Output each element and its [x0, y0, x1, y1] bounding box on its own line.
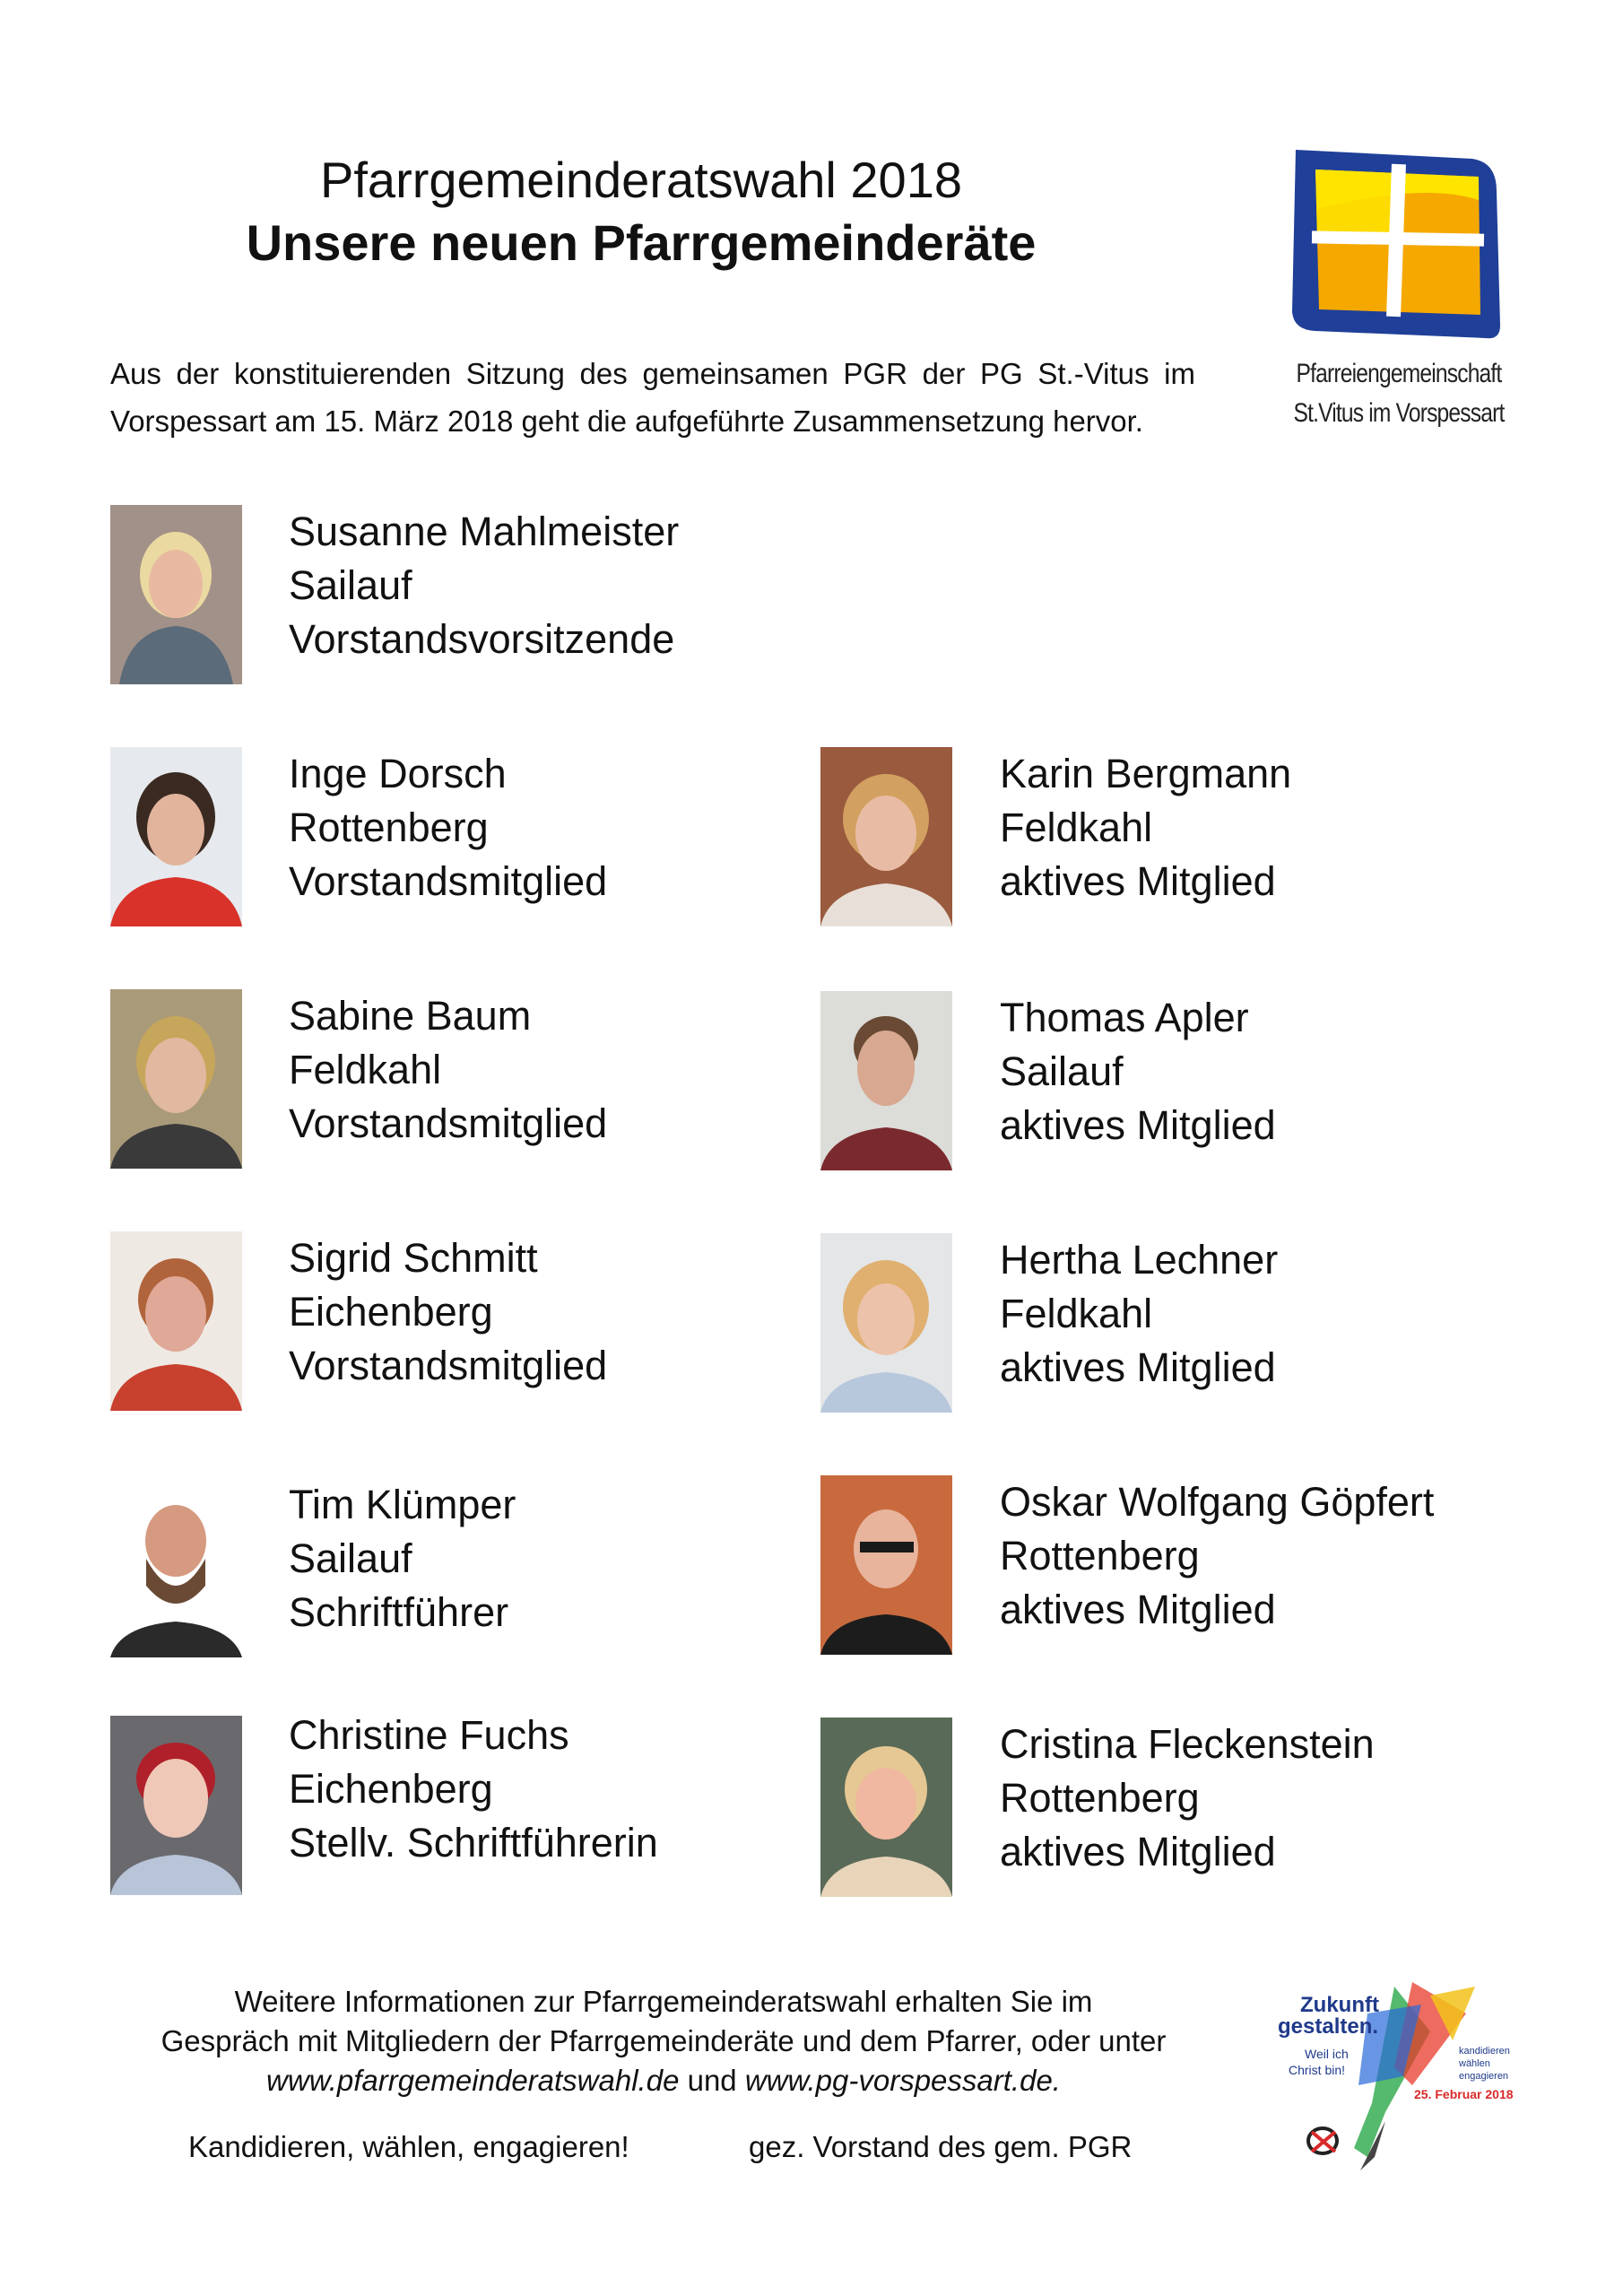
member-role: Stellv. Schriftführerin [289, 1820, 658, 1866]
member-role: Vorstandsmitglied [289, 1100, 608, 1146]
portrait-photo [820, 1718, 952, 1897]
portrait-photo [820, 1475, 952, 1655]
badge-word-2: wählen [1459, 2058, 1490, 2069]
member-right-2 [1000, 991, 1276, 1152]
badge-date: 25. Februar 2018 [1414, 2087, 1514, 2101]
footer-line-1: Weitere Informationen zur Pfarrgemeinderatswahl erhalten Sie im [234, 1985, 1093, 2018]
member-role: Vorstandsmitglied [289, 1343, 608, 1388]
member-right-3 [1000, 1233, 1278, 1395]
member-place: Feldkahl [289, 1047, 442, 1092]
member-left-1 [289, 747, 607, 909]
member-role: aktives Mitglied [1000, 1587, 1276, 1632]
member-name: Inge Dorsch [289, 751, 507, 796]
page-title: Pfarrgemeinderatswahl 2018 [320, 152, 962, 208]
portrait-icon [110, 1231, 242, 1411]
intro-text [110, 350, 1195, 445]
url-pg-vorspessart[interactable]: www.pg-vorspessart.de. [744, 2064, 1061, 2097]
member-place: Sailauf [289, 562, 412, 608]
badge-sub-2: Christ bin! [1289, 2063, 1346, 2077]
badge-word-3: engagieren [1459, 2071, 1509, 2082]
member-left-3 [289, 1231, 607, 1393]
member-name: Oskar Wolfgang Göpfert [1000, 1479, 1435, 1525]
portrait-icon [820, 1233, 952, 1413]
member-left-5 [289, 1709, 658, 1870]
portrait-icon [820, 747, 952, 926]
intro-line-2: Vorspessart am 15. März 2018 geht die aufgeführte Zusammensetzung hervor. [110, 404, 1143, 438]
member-place: Eichenberg [289, 1289, 493, 1335]
badge-title-1: Zukunft [1300, 1993, 1379, 2017]
member-place: Feldkahl [1000, 804, 1153, 850]
badge-sub-1: Weil ich [1305, 2047, 1349, 2061]
member-role: aktives Mitglied [1000, 1102, 1276, 1148]
member-name: Hertha Lechner [1000, 1237, 1279, 1283]
portrait-icon [820, 991, 952, 1170]
parish-logo [1289, 146, 1504, 345]
member-role: aktives Mitglied [1000, 1344, 1276, 1390]
signature: gez. Vorstand des gem. PGR [749, 2130, 1133, 2163]
portrait-photo [820, 991, 952, 1170]
member-name: Susanne Mahlmeister [289, 509, 680, 554]
campaign-badge [1260, 1978, 1529, 2175]
url-separator: und [687, 2064, 737, 2097]
member-name: Christine Fuchs [289, 1712, 569, 1758]
footer-urls [0, 2061, 1327, 2100]
member-role: aktives Mitglied [1000, 1829, 1276, 1874]
member-right-4 [1000, 1475, 1434, 1637]
portrait-icon [110, 989, 242, 1169]
member-place: Feldkahl [1000, 1291, 1153, 1336]
member-name: Sigrid Schmitt [289, 1235, 538, 1281]
portrait-photo [820, 1233, 952, 1413]
portrait-photo [110, 747, 242, 926]
member-name: Cristina Fleckenstein [1000, 1721, 1375, 1767]
portrait-photo [110, 1716, 242, 1895]
member-right-5 [1000, 1718, 1375, 1879]
member-role: Schriftführer [289, 1589, 509, 1635]
portrait-icon [820, 1718, 952, 1897]
portrait-photo [110, 1231, 242, 1411]
member-right-1 [1000, 747, 1291, 909]
footer-line-2: Gespräch mit Mitgliedern der Pfarrgemeinderäte und dem Pfarrer, oder unter [161, 2024, 1167, 2057]
portrait-photo [110, 1478, 242, 1657]
portrait-icon [820, 1475, 952, 1655]
member-chair [289, 505, 679, 666]
url-pfarrgemeinderatswahl[interactable]: www.pfarrgemeinderatswahl.de [266, 2064, 680, 2097]
portrait-icon [110, 1716, 242, 1895]
member-role: Vorstandsvorsitzende [289, 616, 675, 662]
member-place: Rottenberg [1000, 1533, 1200, 1578]
member-place: Eichenberg [289, 1766, 493, 1812]
portrait-icon [110, 1478, 242, 1657]
logo-line-2: St.Vitus im Vorspessart [1293, 398, 1505, 428]
member-left-4 [289, 1478, 516, 1639]
member-place: Sailauf [289, 1535, 412, 1581]
member-place: Sailauf [1000, 1048, 1124, 1094]
parish-logo-text [1278, 354, 1521, 433]
slogan: Kandidieren, wählen, engagieren! [188, 2130, 629, 2163]
campaign-badge-icon [1260, 1978, 1529, 2175]
portrait-photo [110, 989, 242, 1169]
badge-word-1: kandidieren [1459, 2046, 1510, 2057]
footer-info [0, 1982, 1327, 2100]
member-left-2 [289, 989, 607, 1151]
member-role: aktives Mitglied [1000, 858, 1276, 904]
portrait-photo [110, 505, 242, 684]
member-name: Sabine Baum [289, 993, 532, 1039]
member-name: Tim Klümper [289, 1482, 516, 1527]
member-role: Vorstandsmitglied [289, 858, 608, 904]
portrait-icon [110, 747, 242, 926]
parish-logo-icon [1289, 146, 1504, 345]
member-place: Rottenberg [1000, 1775, 1200, 1821]
portrait-photo [820, 747, 952, 926]
badge-title-2: gestalten. [1278, 2014, 1379, 2039]
member-name: Thomas Apler [1000, 995, 1249, 1040]
portrait-icon [110, 505, 242, 684]
member-name: Karin Bergmann [1000, 751, 1292, 796]
page-subtitle: Unsere neuen Pfarrgemeinderäte [246, 214, 1037, 271]
intro-line-1: Aus der konstituierenden Sitzung des gemeinsamen PGR der PG St.-Vitus im [110, 357, 1195, 390]
member-place: Rottenberg [289, 804, 489, 850]
logo-line-1: Pfarreiengemeinschaft [1296, 359, 1502, 388]
